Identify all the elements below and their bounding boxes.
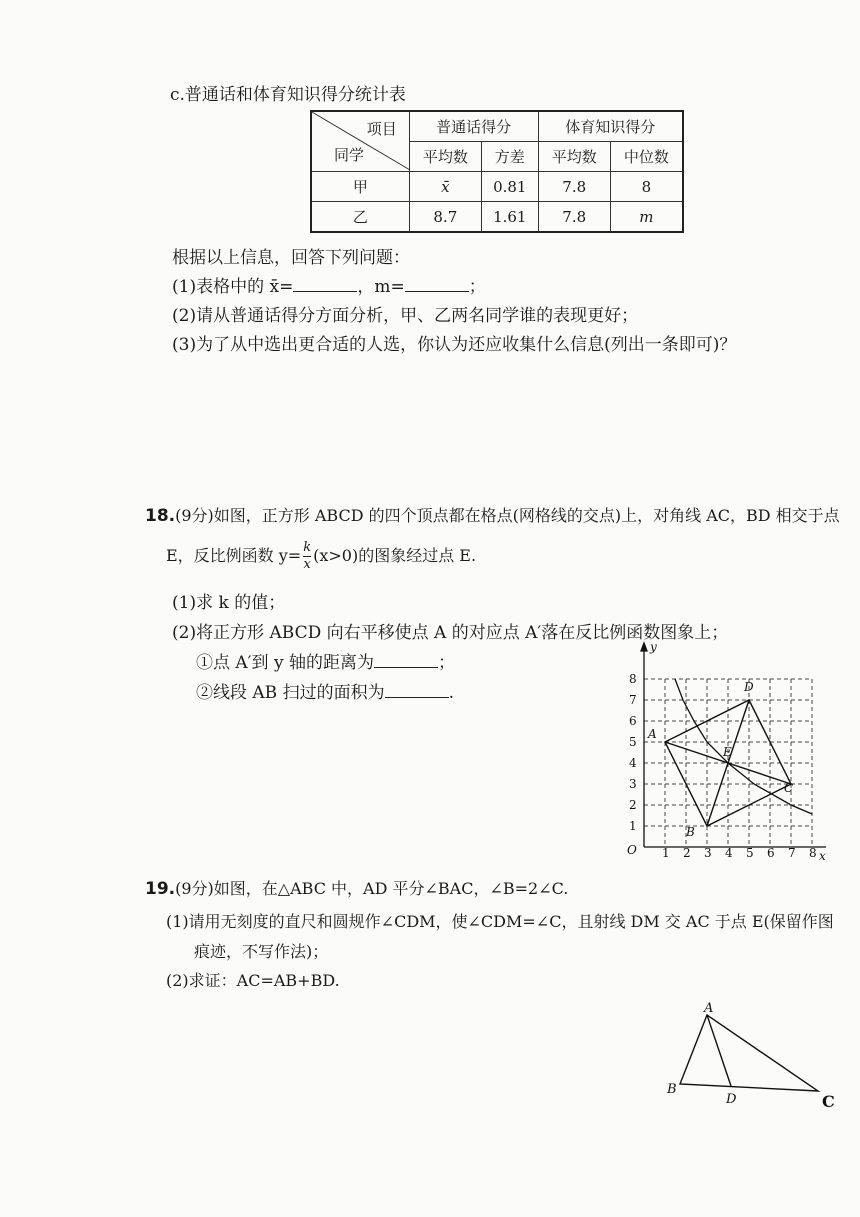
- header-group-sports: 体育知识得分: [538, 111, 683, 142]
- q19-part1: (1)请用无刻度的直尺和圆规作∠CDM，使∠CDM=∠C，且射线 DM 交 AC 于点 E(保留作图: [166, 912, 834, 931]
- y-tick-label: 5: [629, 735, 637, 749]
- x-tick-label: 3: [704, 846, 712, 860]
- col-header: 方差: [481, 142, 538, 172]
- point-c-label: C: [784, 781, 794, 795]
- answer-blank: [374, 666, 438, 668]
- q18-text2b: (x>0)的图象经过点 E.: [313, 546, 477, 565]
- q17-part1-b: ，m=: [357, 277, 405, 297]
- point-a-label: A: [648, 727, 657, 741]
- q18-part2: (2)将正方形 ABCD 向右平移使点 A 的对应点 A′落在反比例函数图象上；: [172, 623, 729, 643]
- x-tick-label: 7: [788, 846, 796, 860]
- q18-part2-1-text: ①点 A′到 y 轴的距离为: [196, 653, 374, 673]
- point-b-label: B: [686, 825, 695, 839]
- vertex-d-label: D: [726, 1092, 737, 1107]
- row-name: 甲: [311, 172, 409, 202]
- q18-coordinate-figure: [612, 640, 832, 862]
- point-e-label: E: [723, 745, 732, 759]
- x-tick-label: 4: [725, 846, 733, 860]
- vertex-c-label: C: [822, 1092, 835, 1111]
- table-row: [311, 172, 683, 202]
- table-diagonal-header: [311, 111, 409, 172]
- q18-part2-2-text: ②线段 AB 扫过的面积为: [196, 683, 385, 703]
- triangle-abc: [680, 1015, 818, 1091]
- y-tick-label: 8: [629, 672, 637, 686]
- fraction-k-over-x: [303, 540, 311, 573]
- table-cell: 0.81: [481, 172, 538, 202]
- q19-number: 19.: [145, 879, 176, 899]
- vertex-a-label: A: [704, 1001, 714, 1016]
- y-tick-label: 7: [629, 693, 637, 707]
- y-axis-label: y: [650, 640, 657, 654]
- header-group-mandarin: 普通话得分: [409, 111, 538, 142]
- q18-line2: [166, 540, 476, 573]
- table-cell: 1.61: [481, 202, 538, 233]
- score-stats-table: [310, 110, 684, 233]
- table-cell: 7.8: [538, 172, 610, 202]
- x-tick-label: 8: [809, 846, 817, 860]
- q18-part1: (1)求 k 的值；: [172, 593, 286, 613]
- y-tick-label: 6: [629, 714, 637, 728]
- q18-number: 18.: [145, 506, 176, 526]
- y-tick-label: 2: [629, 798, 637, 812]
- y-tick-label: 4: [629, 756, 637, 770]
- fraction-numerator: k: [303, 540, 312, 555]
- q18-part2-1-end: ；: [437, 653, 455, 673]
- fraction-denominator: x: [303, 557, 311, 572]
- col-header: 平均数: [538, 142, 610, 172]
- x-tick-label: 2: [683, 846, 691, 860]
- q19-part1-cont: 痕迹，不写作法)；: [194, 942, 329, 961]
- row-name: 乙: [311, 202, 409, 233]
- table-cell: 7.8: [538, 202, 610, 233]
- q19-text1: (9分)如图，在△ABC 中，AD 平分∠BAC，∠B=2∠C.: [175, 879, 569, 898]
- table-title: c.普通话和体育知识得分统计表: [170, 85, 406, 105]
- x-axis-label: x: [819, 849, 826, 863]
- y-tick-label: 3: [629, 777, 637, 791]
- table-cell: x̄: [409, 172, 481, 202]
- header-item: 项目: [366, 120, 397, 138]
- q17-intro: 根据以上信息，回答下列问题：: [172, 248, 410, 268]
- point-d-label: D: [744, 680, 754, 694]
- answer-blank: [385, 696, 449, 698]
- table-cell: 8: [610, 172, 683, 202]
- q19-part2: (2)求证：AC=AB+BD.: [166, 971, 340, 990]
- header-student: 同学: [334, 146, 365, 164]
- q18-text2a: E，反比例函数 y=: [166, 546, 302, 565]
- q18-text1: (9分)如图，正方形 ABCD 的四个顶点都在格点(网格线的交点)上，对角线 AC，BD 相交于点: [175, 506, 840, 525]
- vertex-b-label: B: [667, 1082, 677, 1097]
- q17-part3: (3)为了从中选出更合适的人选，你认为还应收集什么信息(列出一条即可)？: [172, 335, 737, 355]
- table-cell: 8.7: [409, 202, 481, 233]
- q17-part1-a: (1)表格中的 x̄=: [172, 277, 294, 297]
- origin-label: O: [627, 843, 637, 857]
- q19-line1: [145, 876, 568, 899]
- q17-part1: [172, 272, 486, 297]
- x-tick-label: 5: [746, 846, 754, 860]
- q18-part2-2-end: .: [448, 683, 454, 703]
- x-tick-label: 1: [662, 846, 670, 860]
- q19-triangle-figure: [660, 1001, 840, 1111]
- q18-part2-1: [196, 648, 455, 673]
- x-tick-label: 6: [767, 846, 775, 860]
- q18-part2-2: [196, 678, 454, 703]
- table-cell: m: [610, 202, 683, 233]
- y-tick-label: 1: [629, 819, 637, 833]
- q18-line1: [145, 503, 840, 526]
- answer-blank: [293, 290, 357, 292]
- q17-part1-c: ；: [468, 277, 486, 297]
- answer-blank: [405, 290, 469, 292]
- col-header: 中位数: [610, 142, 683, 172]
- col-header: 平均数: [409, 142, 481, 172]
- table-row: [311, 202, 683, 233]
- q17-part2: (2)请从普通话得分方面分析，甲、乙两名同学谁的表现更好；: [172, 306, 639, 326]
